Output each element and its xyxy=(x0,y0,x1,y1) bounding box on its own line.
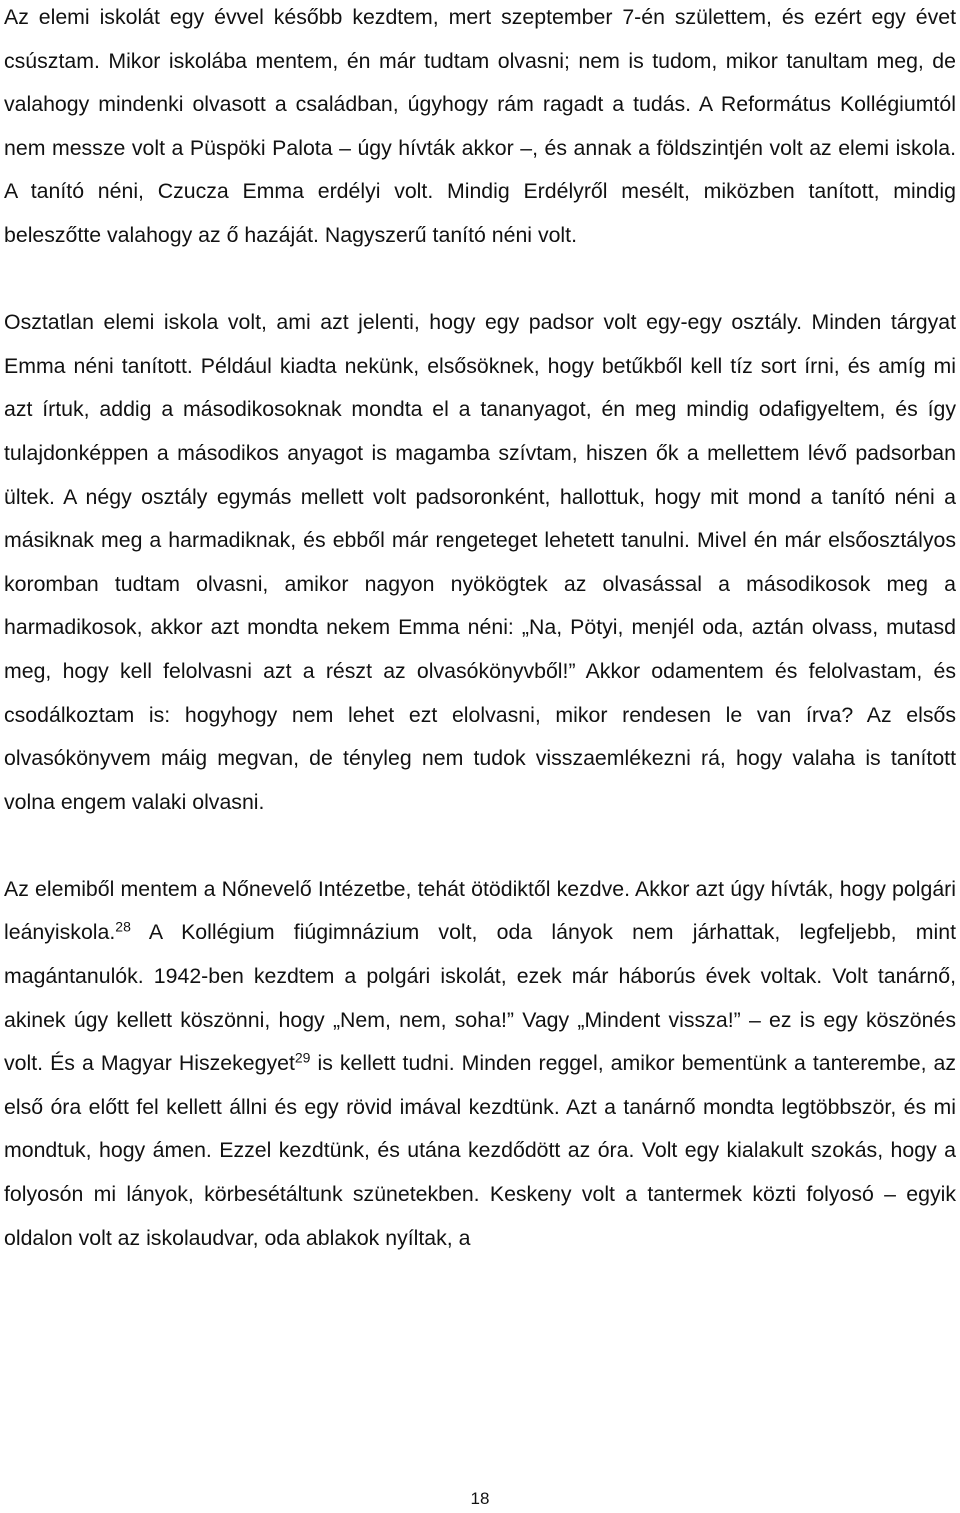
paragraph-text: Az elemiből mentem a Nőnevelő Intézetbe, tehát ötödiktől kezdve. Akkor azt úgy hívták, hogy polgári leányiskola. xyxy=(4,876,956,945)
page-number: 18 xyxy=(470,1489,490,1508)
paragraph-girls-school xyxy=(4,868,956,1260)
document-page xyxy=(4,0,956,1260)
paragraph-elementary-school xyxy=(4,0,956,258)
paragraph-ungraded-school xyxy=(4,301,956,824)
paragraph-text: A Kollégium fiúgimnázium volt, oda lányok nem járhattak, legfeljebb, mint magántanulók. 1942-ben kezdtem a polgári iskolát, ezek már háborús évek voltak. Volt tanárnő, akinek úgy kellett köszönni, hogy „Nem, nem, soha!” Vagy „Mindent vissza!” – ez is egy köszönés volt. És a Magyar Hiszekegyet xyxy=(4,920,956,1076)
paragraph-text: Az elemi iskolát egy évvel később kezdtem, mert szeptember 7-én születtem, és ezért egy évet csúsztam. Mikor iskolába mentem, én már tudtam olvasni; nem is tudom, mikor tanultam meg, de valahogy mindenki olvasott a családban, úgyhogy rám ragadt a tudás. A Református Kollégiumtól nem messze volt a Püspöki Palota – úgy hívták akkor –, és annak a földszintjén volt az elemi iskola. A tanító néni, Czucza Emma erdélyi volt. Mindig Erdélyről mesélt, miközben tanított, mindig beleszőtte valahogy az ő hazáját. Nagyszerű tanító néni volt. xyxy=(4,5,956,247)
footnote-ref-28[interactable]: 28 xyxy=(115,918,131,935)
footnote-ref-29[interactable]: 29 xyxy=(294,1049,311,1066)
paragraph-text: is kellett tudni. Minden reggel, amikor bementünk a tanterembe, az első óra előtt fel kellett állni és egy rövid imával kezdtünk. Azt a tanárnő mondta legtöbbször, és mi mondtuk, hogy ámen. Ezzel kezdtünk, és utána kezdődött az óra. Volt egy kialakult szokás, hogy a folyosón mi lányok, körbesétáltunk szünetekben. Keskeny volt a tantermek közti folyosó – egyik oldalon volt az iskolaudvar, oda ablakok nyíltak, a xyxy=(4,1051,957,1250)
paragraph-text: Osztatlan elemi iskola volt, ami azt jelenti, hogy egy padsor volt egy-egy osztály. Minden tárgyat Emma néni tanított. Például kiadta nekünk, elsősöknek, hogy betűkből kell tíz sort írni, és amíg mi azt írtuk, addig a másodikosoknak mondta el a tananyagot, én meg mindig odafigyeltem, és így tulajdonképpen a másodikos anyagot is magamba szívtam, hiszen ők a mellettem lévő padsorban ültek. A négy osztály egymás mellett volt padsoronként, hallottuk, hogy mit mond a tanító néni a másiknak meg a harmadiknak, és ebből már rengeteget lehetett tanulni. Mivel én már elsőosztályos koromban tudtam olvasni, amikor nagyon nyökögtek az olvasással a másodikosok meg a harmadikosok, akkor azt mondta nekem Emma néni: „Na, Pötyi, menjél oda, aztán olvass, mutasd meg, hogy kell felolvasni azt a részt az olvasókönyvből!” Akkor odamentem és felolvastam, és csodálkoztam is: hogyhogy nem lehet ezt elolvasni, mikor rendesen le van írva? Az elsős olvasókönyvem máig megvan, de tényleg nem tudok visszaemlékezni rá, hogy valaha is tanított volna engem valaki olvasni. xyxy=(4,310,956,814)
